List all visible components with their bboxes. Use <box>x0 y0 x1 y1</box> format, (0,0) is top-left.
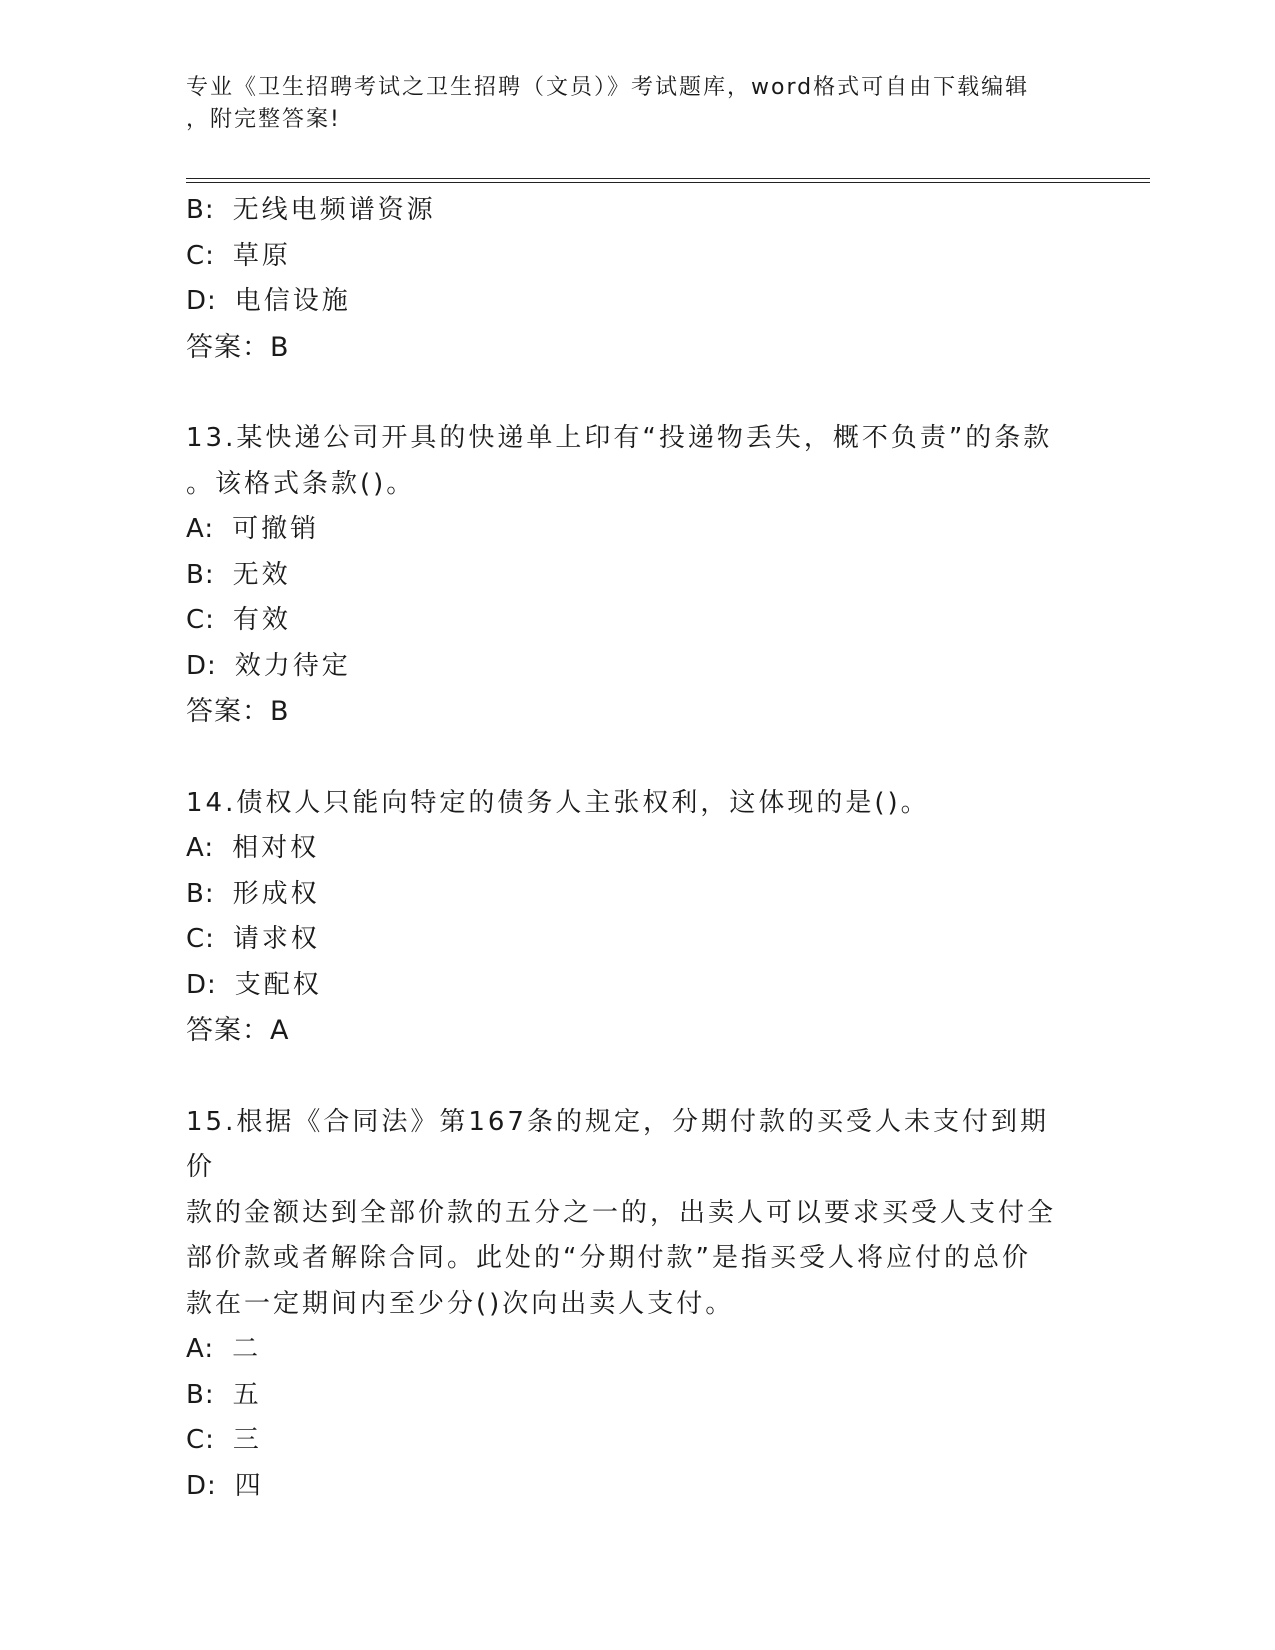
option-b: B: 无线电频谱资源 <box>186 195 436 225</box>
option-d: D: 效力待定 <box>186 650 351 681</box>
question-15 <box>186 1100 1086 1510</box>
question-list <box>186 188 1086 1509</box>
option-b: B: 五 <box>186 1379 262 1410</box>
question-stem: 14.债权人只能向特定的债务人主张权利，这体现的是()。 <box>186 787 930 818</box>
option-d: D: 支配权 <box>186 969 322 1000</box>
option-c: C: 有效 <box>186 605 291 635</box>
header-divider-bottom <box>186 182 1150 183</box>
document-header <box>186 72 1066 136</box>
header-divider-top <box>186 178 1150 179</box>
header-line-1: 专业《卫生招聘考试之卫生招聘（文员）》考试题库，word格式可自由下载编辑 <box>186 75 1030 100</box>
option-b: B: 形成权 <box>186 878 320 909</box>
option-a: A: 相对权 <box>186 833 320 863</box>
question-12 <box>186 188 1086 370</box>
question-13 <box>186 416 1086 735</box>
question-14 <box>186 781 1086 1054</box>
option-d: D: 四 <box>186 1470 264 1501</box>
answer-line: 答案：B <box>186 696 290 727</box>
option-c: C: 草原 <box>186 240 291 271</box>
question-stem: 13.某快递公司开具的快递单上印有“投递物丢失，概不负责”的条款 。该格式条款()。 <box>186 423 1053 499</box>
answer-line: 答案：A <box>186 1015 290 1046</box>
header-line-2: ，附完整答案! <box>186 107 341 132</box>
option-c: C: 请求权 <box>186 924 320 954</box>
option-a: A: 二 <box>186 1334 262 1364</box>
option-d: D: 电信设施 <box>186 286 351 316</box>
option-b: B: 无效 <box>186 559 291 590</box>
option-a: A: 可撤销 <box>186 514 320 544</box>
option-c: C: 三 <box>186 1425 262 1455</box>
question-stem: 15.根据《合同法》第167条的规定，分期付款的买受人未支付到期价 款的金额达到全部价款的五分之一的，出卖人可以要求买受人支付全 部价款或者解除合同。此处的“分期付款”是指买受人将应付的总价 款在一定期间内至少分()次向出卖人支付。 <box>186 1106 1057 1319</box>
answer-line: 答案：B <box>186 331 290 363</box>
